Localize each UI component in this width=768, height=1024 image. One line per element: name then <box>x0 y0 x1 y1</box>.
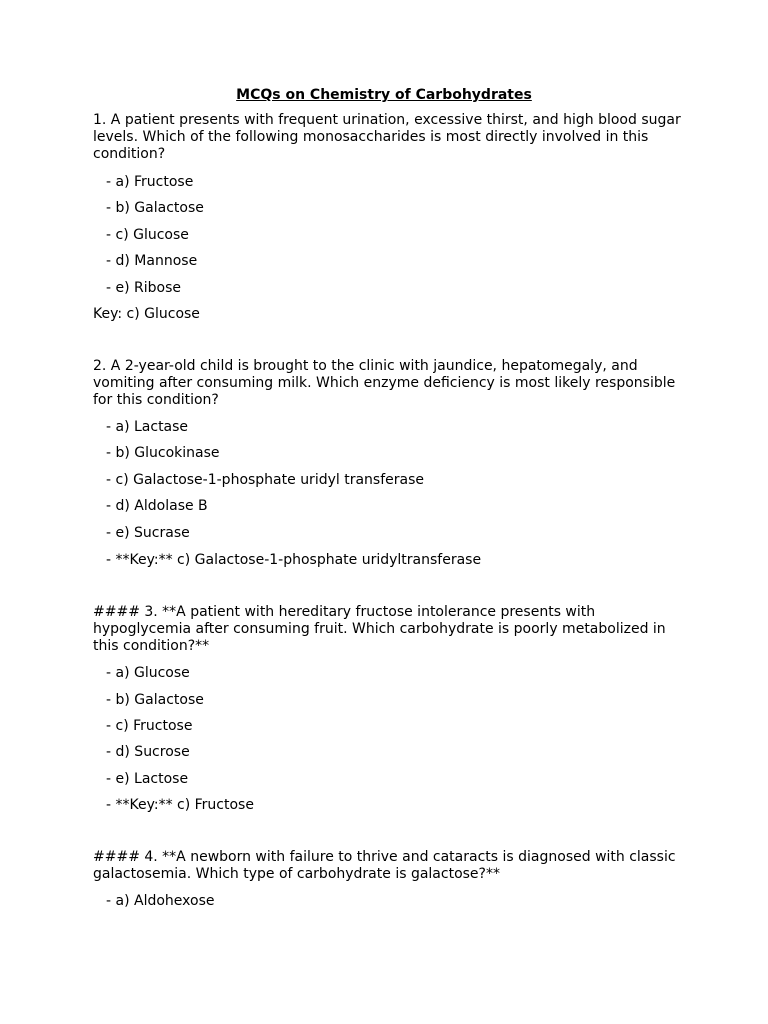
document-title: MCQs on Chemistry of Carbohydrates <box>236 87 532 103</box>
question-2-option-c: - c) Galactose-1-phosphate uridyl transferase <box>106 472 424 488</box>
question-4-text: #### 4. **A newborn with failure to thrive and cataracts is diagnosed with classic galactosemia. Which type of carbohydrate is galactose?** <box>93 849 676 882</box>
question-1-option-a: - a) Fructose <box>106 174 194 190</box>
question-3-option-a: - a) Glucose <box>106 665 190 681</box>
question-4-option-a: - a) Aldohexose <box>106 893 215 909</box>
question-2-text: 2. A 2-year-old child is brought to the clinic with jaundice, hepatomegaly, and vomiting after consuming milk. Which enzyme deficiency is most likely responsible for this condition? <box>93 358 676 408</box>
question-2-option-b: - b) Glucokinase <box>106 445 220 461</box>
question-2-option-e: - e) Sucrase <box>106 525 190 541</box>
question-1-option-b: - b) Galactose <box>106 200 204 216</box>
question-3-key: - **Key:** c) Fructose <box>106 797 254 813</box>
question-2-option-d: - d) Aldolase B <box>106 498 208 514</box>
question-3-option-b: - b) Galactose <box>106 692 204 708</box>
question-1-text: 1. A patient presents with frequent urination, excessive thirst, and high blood sugar levels. Which of the following monosaccharides is most directly involved in this condition? <box>93 112 681 162</box>
question-3-option-c: - c) Fructose <box>106 718 193 734</box>
question-3-option-d: - d) Sucrose <box>106 744 190 760</box>
question-1-key: Key: c) Glucose <box>93 306 200 322</box>
question-2-key: - **Key:** c) Galactose-1-phosphate uridyltransferase <box>106 552 482 568</box>
question-3-option-e: - e) Lactose <box>106 771 189 787</box>
question-1-option-e: - e) Ribose <box>106 280 182 296</box>
question-2-option-a: - a) Lactase <box>106 419 189 435</box>
question-1-option-d: - d) Mannose <box>106 253 198 269</box>
question-3-text: #### 3. **A patient with hereditary fructose intolerance presents with hypoglycemia after consuming fruit. Which carbohydrate is poorly metabolized in this condition?** <box>93 604 666 654</box>
question-1-option-c: - c) Glucose <box>106 227 189 243</box>
